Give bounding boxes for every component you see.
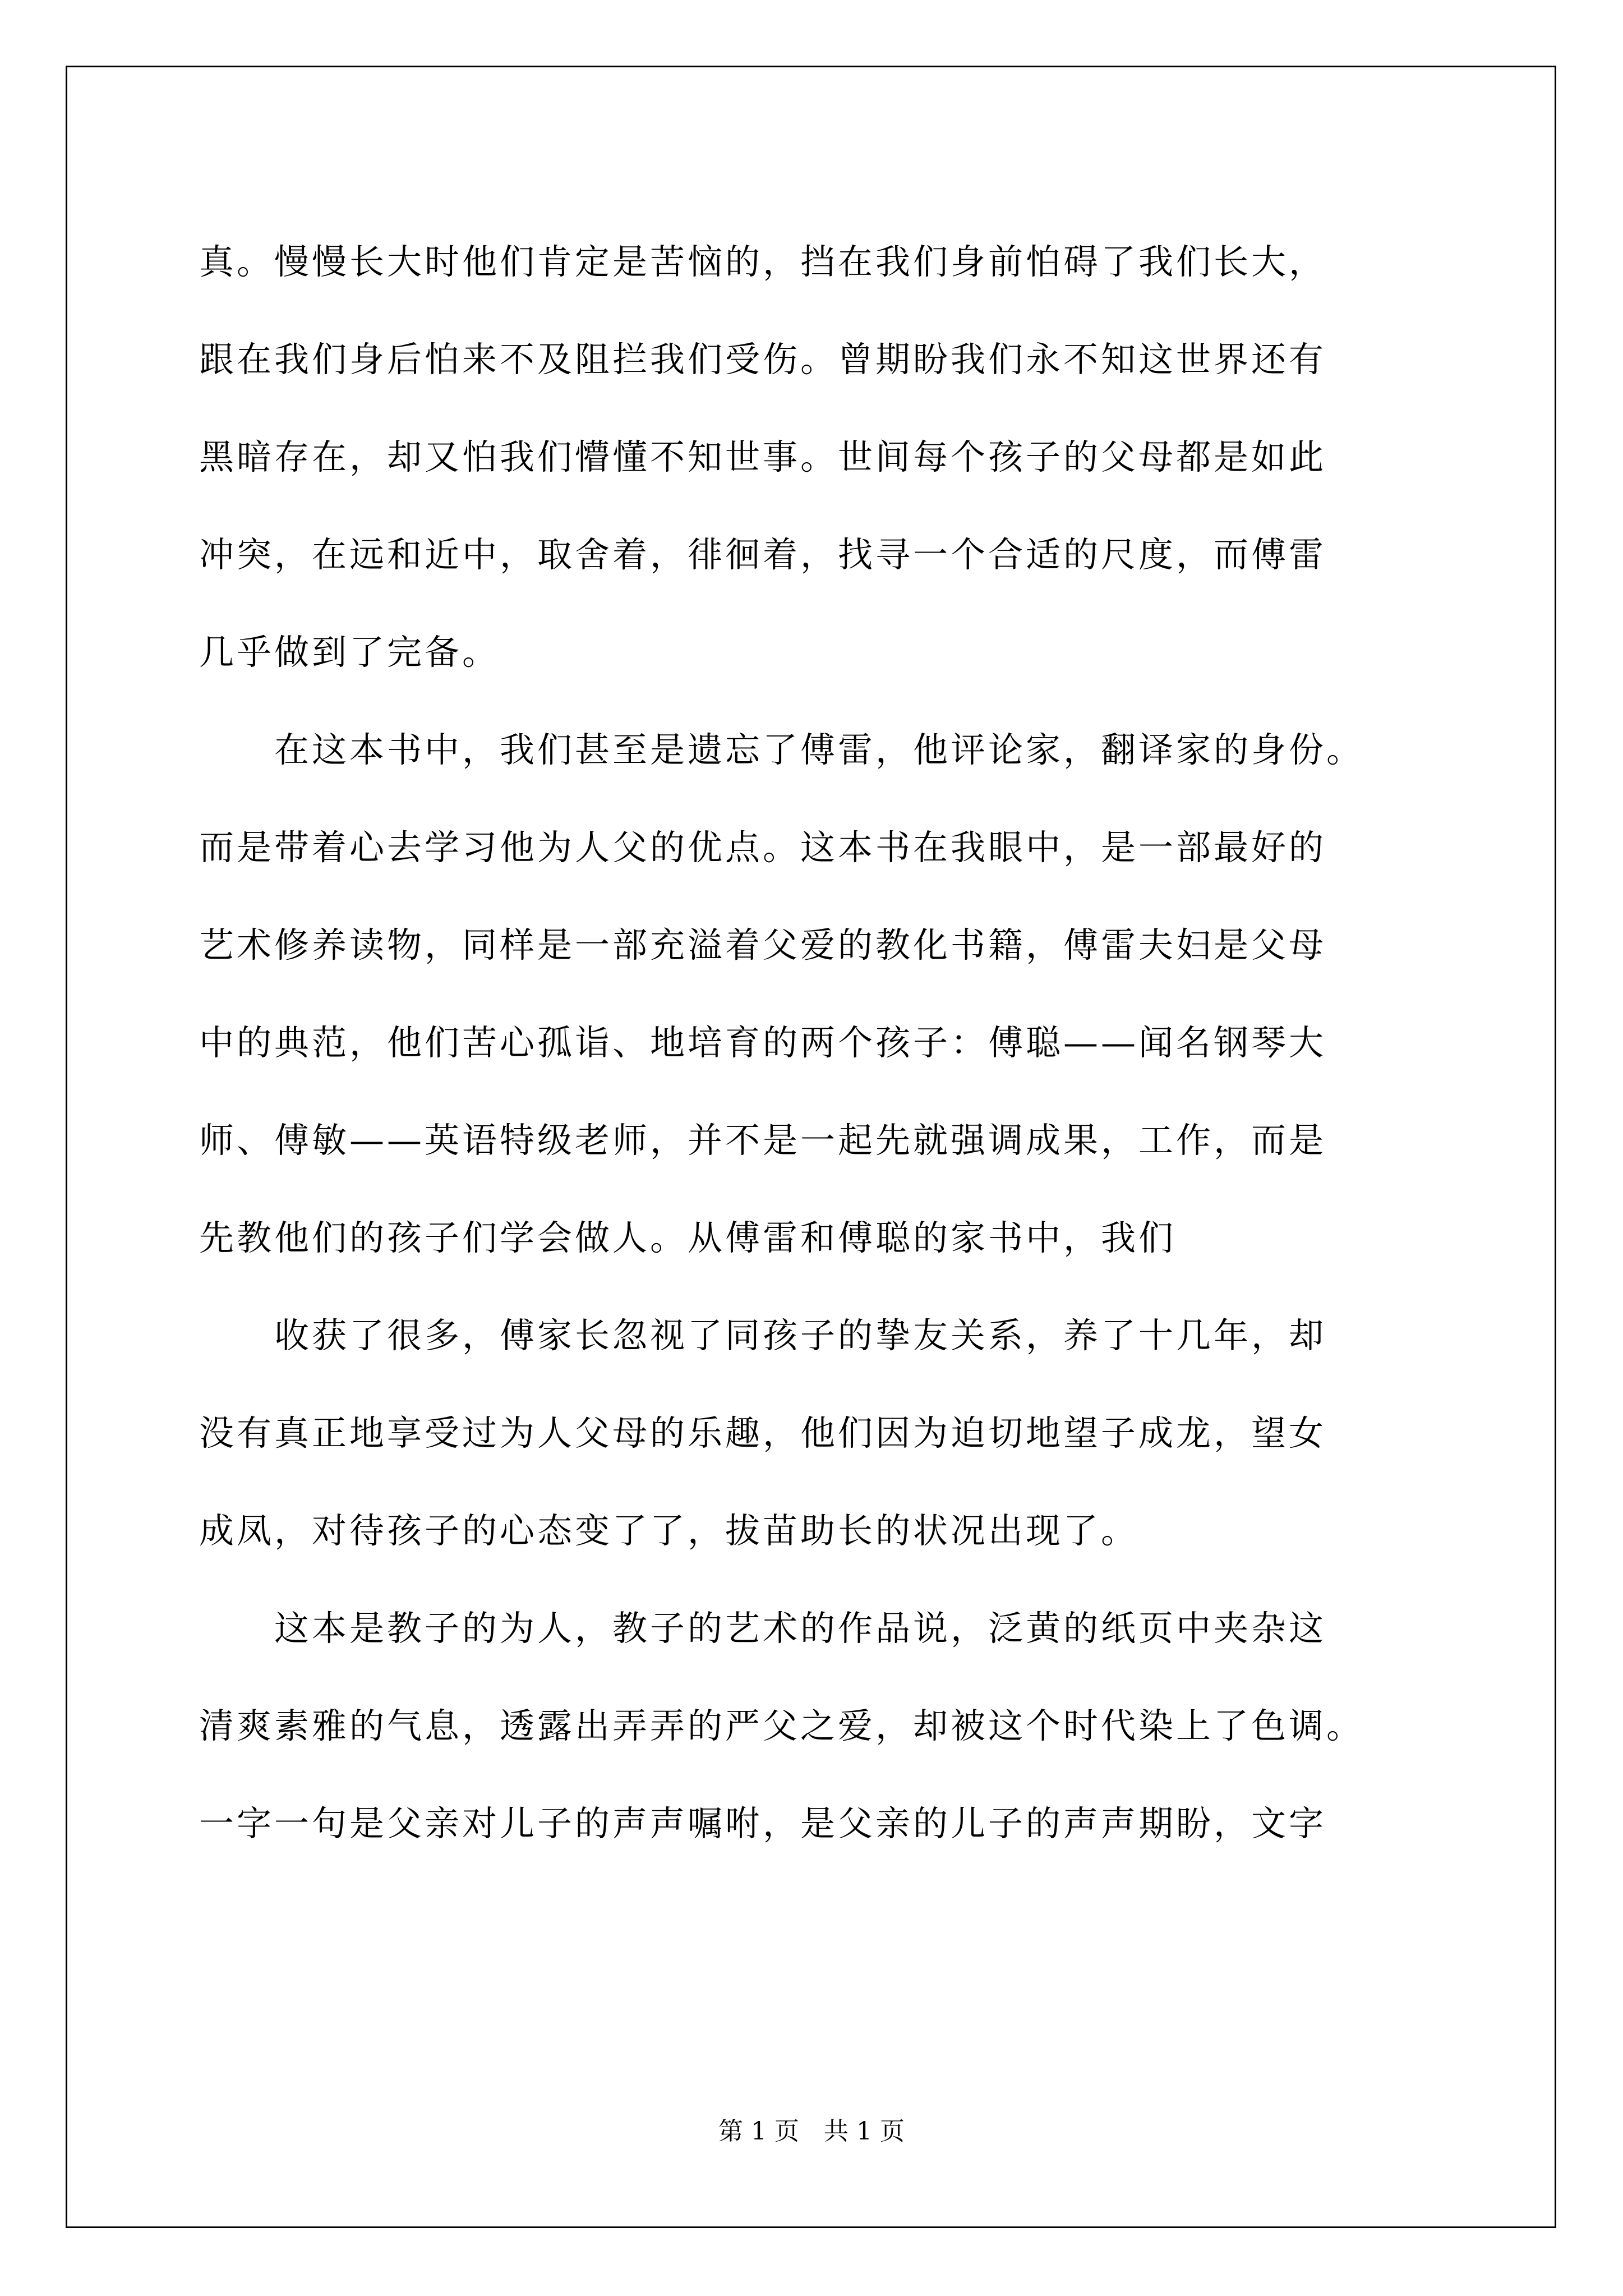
text-line: 一字一句是父亲对儿子的声声嘱咐，是父亲的儿子的声声期盼，文字 (199, 1803, 1327, 1844)
text-line: 在这本书中，我们甚至是遗忘了傅雷，他评论家，翻译家的身份。 (199, 729, 1364, 770)
text-line: 师、傅敏——英语特级老师，并不是一起先就强调成果，工作，而是 (199, 1120, 1327, 1161)
text-line: 清爽素雅的气息，透露出弄弄的严父之爱，却被这个时代染上了色调。 (199, 1705, 1364, 1746)
text-line: 黑暗存在，却又怕我们懵懂不知世事。世间每个孩子的父母都是如此 (199, 436, 1327, 477)
text-line: 先教他们的孩子们学会做人。从傅雷和傅聪的家书中，我们 (199, 1217, 1177, 1258)
text-line: 冲突，在远和近中，取舍着，徘徊着，找寻一个合适的尺度，而傅雷 (199, 534, 1327, 575)
text-line: 收获了很多，傅家长忽视了同孩子的挚友关系，养了十几年，却 (199, 1315, 1327, 1356)
text-line: 这本是教子的为人，教子的艺术的作品说，泛黄的纸页中夹杂这 (199, 1608, 1327, 1649)
text-line: 跟在我们身后怕来不及阻拦我们受伤。曾期盼我们永不知这世界还有 (199, 339, 1327, 380)
text-line: 真。慢慢长大时他们肯定是苦恼的，挡在我们身前怕碍了我们长大， (199, 241, 1327, 282)
page-number-footer: 第 1 页 共 1 页 (718, 2117, 905, 2146)
text-line: 中的典范，他们苦心孤诣、地培育的两个孩子：傅聪——闻名钢琴大 (199, 1022, 1327, 1063)
text-line: 成凤，对待孩子的心态变了了，拔苗助长的状况出现了。 (199, 1510, 1139, 1551)
text-line: 艺术修养读物，同样是一部充溢着父爱的教化书籍，傅雷夫妇是父母 (199, 924, 1327, 965)
text-line: 几乎做到了完备。 (199, 632, 500, 673)
text-line: 而是带着心去学习他为人父的优点。这本书在我眼中，是一部最好的 (199, 827, 1327, 868)
text-line: 没有真正地享受过为人父母的乐趣，他们因为迫切地望子成龙，望女 (199, 1412, 1327, 1453)
document-body (199, 213, 1444, 1872)
